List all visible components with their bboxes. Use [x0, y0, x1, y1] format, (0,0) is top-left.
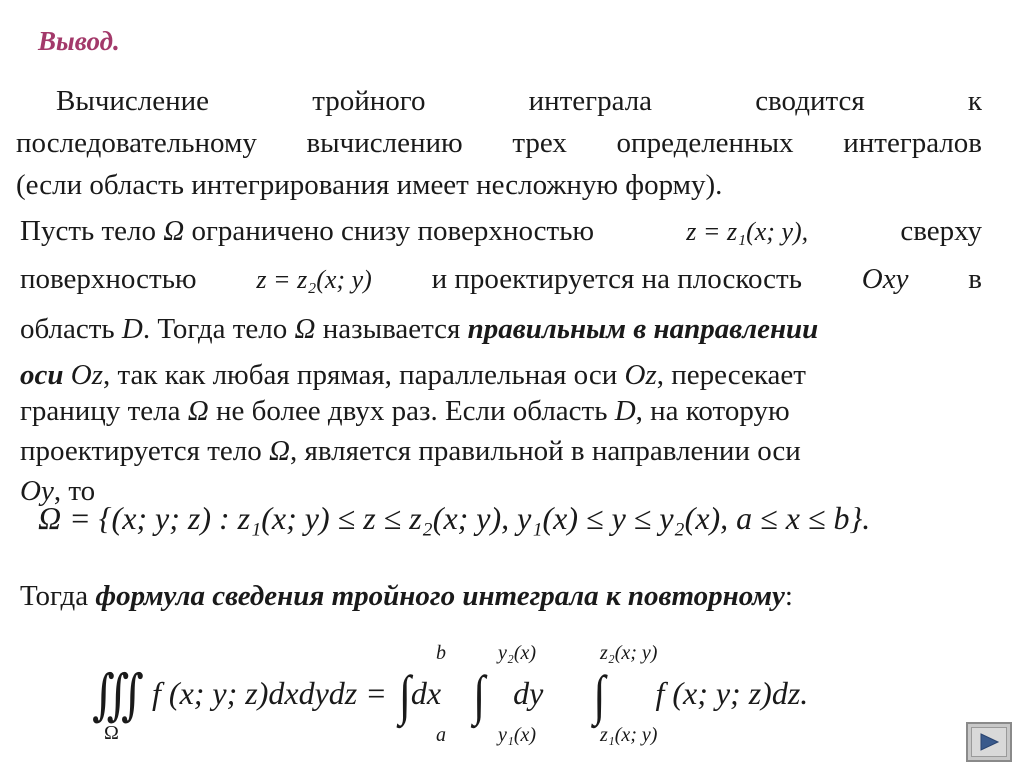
text: , пересекает [656, 359, 806, 391]
word: сводится [755, 85, 865, 117]
paragraph-intro-line2: последовательному вычислению трех определенных интегралов [16, 127, 982, 159]
slide-heading: Вывод. [38, 26, 120, 56]
omega-symbol: Ω [294, 313, 316, 345]
body-row-5 [20, 390, 982, 430]
paragraph-intro-line1 [16, 80, 982, 122]
text: Пусть тело [20, 215, 156, 247]
lower-limit-y1: y₁(x) [498, 724, 537, 746]
text: , то [53, 475, 96, 507]
upper-limit-y2: y₂(x) [498, 642, 537, 664]
iterated-integral-formula [92, 642, 892, 752]
upper-limit-z2: z₂(x; y) [600, 642, 658, 664]
text: поверхностью [20, 263, 197, 295]
conclusion-sentence [20, 580, 793, 613]
omega-symbol: Ω [269, 435, 290, 467]
triple-integral-domain: Ω [104, 722, 119, 744]
body-row-4 [20, 354, 982, 390]
axis-label: Oz [70, 359, 103, 391]
paragraph-intro [16, 80, 982, 206]
word: интеграла [528, 85, 653, 117]
surface-upper-formula: z = z₂(x; y) [256, 265, 372, 294]
region-label: D [121, 313, 143, 345]
text: не более двух раз. Если область [215, 395, 608, 427]
formula-lhs: f (x; y; z)dxdydz = [152, 675, 387, 711]
body-row-1 [20, 210, 982, 258]
differential-dx: dx [410, 675, 442, 711]
text: . Тогда тело [142, 313, 288, 345]
integral-sign-y: ∫ [473, 664, 486, 727]
formula-integrand: f (x; y; z)dz. [655, 675, 809, 711]
text: , на которую [635, 395, 790, 427]
body-row-2 [20, 258, 982, 308]
differential-dy: dy [513, 675, 544, 711]
omega-symbol: Ω [163, 215, 185, 247]
text: границу тела [20, 395, 181, 427]
omega-symbol: Ω [187, 395, 209, 427]
surface-lower-formula: z = z₁(x; y), [686, 217, 809, 246]
text: ограничено снизу поверхностью [191, 215, 595, 247]
text: Тогда [20, 580, 89, 612]
integral-sign-z: ∫ [593, 664, 606, 727]
emphasis-text: правильным в направлении [467, 313, 819, 345]
play-triangle-icon [978, 732, 1000, 752]
text: называется [322, 313, 461, 345]
paragraph-body [20, 210, 982, 510]
formula-main-line [92, 664, 809, 727]
upper-limit-b: b [436, 642, 446, 664]
region-definition-formula: Ω = {(x; y; z) : z₁(x; y) ≤ z ≤ z₂(x; y), y₁(x) ≤ y ≤ y₂(x), a ≤ x ≤ b}. [38, 500, 871, 536]
next-slide-button-face[interactable] [971, 727, 1007, 757]
region-label: D [614, 395, 636, 427]
text: сверху [900, 215, 982, 247]
paragraph-intro-line3: (если область интегрирования имеет несложную форму). [16, 169, 723, 201]
axis-label: Oy [20, 475, 54, 507]
lower-limit-a: a [436, 724, 446, 746]
text: проектируется тело [20, 435, 262, 467]
emphasis-text: оси [20, 359, 64, 391]
text: область [20, 313, 115, 345]
body-row-3 [20, 308, 982, 354]
text: , так как любая прямая, параллельная оси [102, 359, 618, 391]
triple-integral-sign: ∭ [92, 664, 145, 727]
plane-label: Oxy [861, 263, 909, 295]
axis-label: Oz [624, 359, 657, 391]
text: и проектируется на плоскость [431, 263, 802, 295]
word: к [967, 85, 982, 117]
next-slide-button[interactable] [966, 722, 1012, 762]
text: : [784, 580, 793, 612]
body-row-6 [20, 430, 982, 470]
emphasis-text: формула сведения тройного интеграла к повторному [95, 580, 785, 612]
text: в [968, 263, 982, 295]
word: тройного [312, 85, 426, 117]
text: , является правильной в направлении оси [290, 435, 801, 467]
integral-sign-x: ∫ [398, 664, 411, 727]
lower-limit-z1: z₁(x; y) [600, 724, 658, 746]
word: Вычисление [56, 85, 210, 117]
